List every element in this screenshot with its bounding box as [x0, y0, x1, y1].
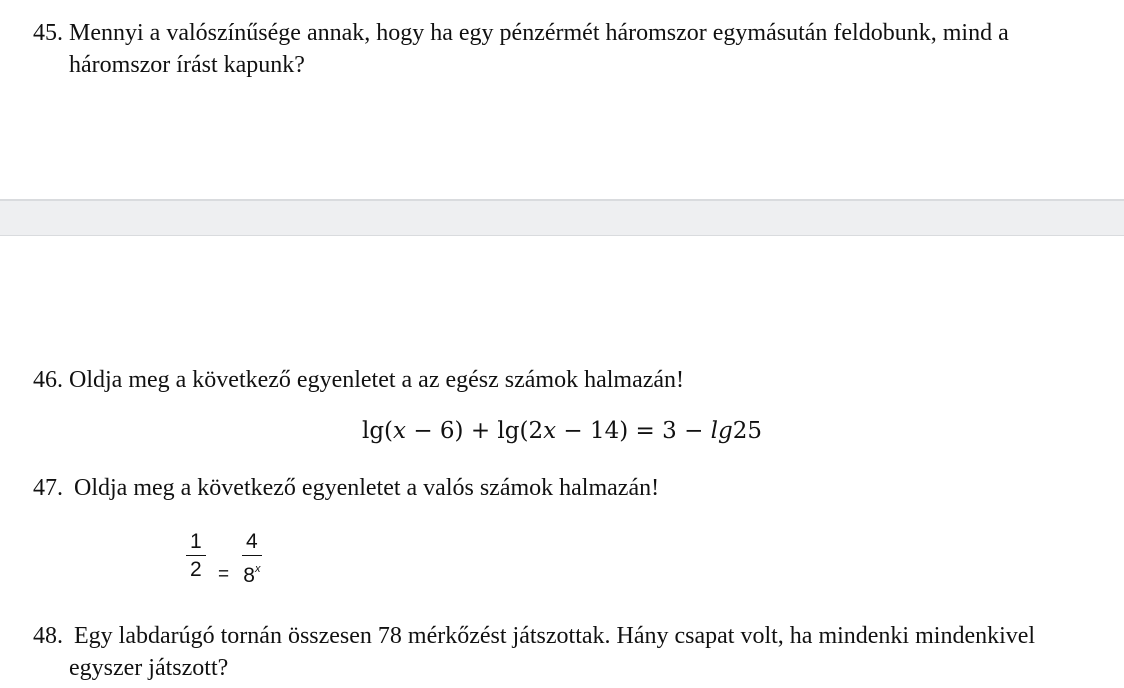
- eq-part: lg(: [361, 418, 394, 444]
- problem-number: 45.: [33, 20, 63, 46]
- problem-text-line1: Mennyi a valószínűsége annak, hogy ha egy pénzérmét háromszor egymásután feldobunk, mind a: [69, 20, 1009, 46]
- eq-variable: x: [543, 418, 557, 444]
- eq-part: − 6) + lg(2: [406, 418, 544, 444]
- fraction-right: [242, 528, 262, 589]
- fraction-numerator: 1: [186, 528, 206, 556]
- eq-part: − 14) = 3 −: [556, 418, 711, 444]
- problem-text-line1: Oldja meg a következő egyenletet a az egész számok halmazán!: [69, 367, 685, 393]
- equals-sign: =: [218, 564, 230, 585]
- eq-variable: lg: [710, 418, 733, 444]
- problem-text-line1: Oldja meg a következő egyenletet a valós számok halmazán!: [74, 475, 660, 501]
- fraction-denominator: [242, 556, 262, 589]
- problem-text-line2: egyszer játszott?: [69, 655, 229, 681]
- power-exponent: x: [254, 563, 261, 575]
- fraction-left: [186, 528, 206, 583]
- problem-text-line1: Egy labdarúgó tornán összesen 78 mérkőzést játszottak. Hány csapat volt, ha mindenki mindenkivel: [74, 623, 1036, 649]
- equation-46: [0, 418, 1124, 444]
- problem-text-line2: háromszor írást kapunk?: [69, 52, 305, 78]
- problem-number: 46.: [33, 367, 63, 393]
- fraction-denominator: 2: [190, 558, 202, 581]
- problem-number: 47.: [33, 475, 63, 501]
- page-separator: [0, 199, 1124, 236]
- fraction-numerator: 4: [242, 528, 262, 556]
- power-base: 8: [243, 564, 255, 587]
- eq-variable: x: [393, 418, 407, 444]
- problem-number: 48.: [33, 623, 63, 649]
- eq-part: 25: [732, 418, 763, 444]
